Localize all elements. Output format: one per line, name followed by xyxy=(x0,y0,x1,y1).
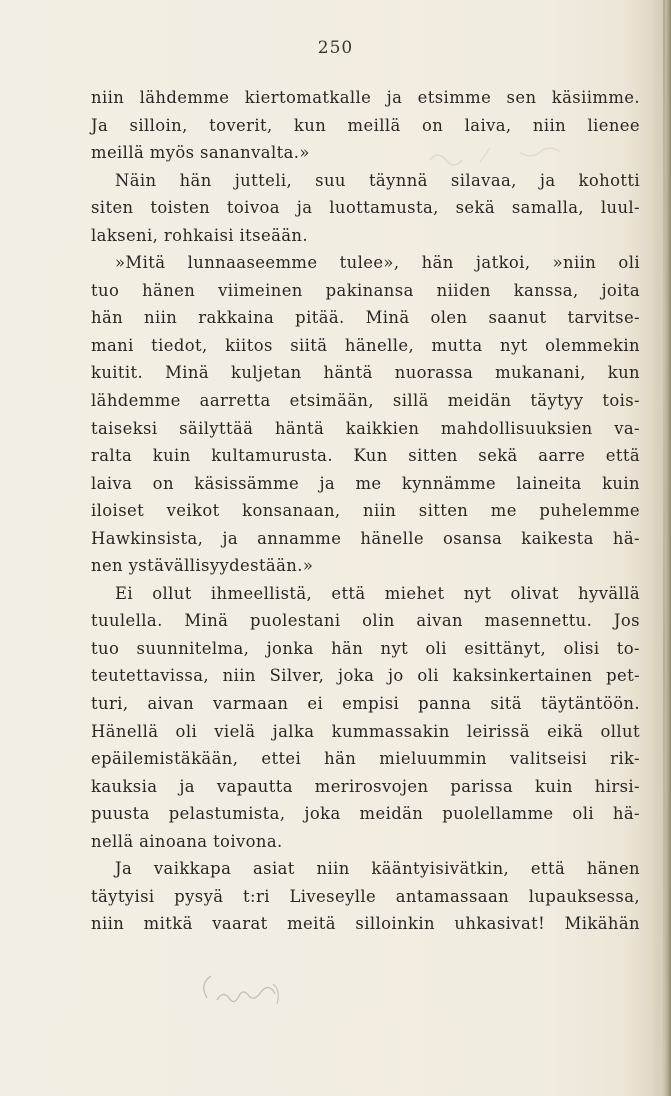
text-line: taiseksi säilyttää häntä kaikkien mahdollisuuksien va- xyxy=(91,418,640,438)
text-line: siten toisten toivoa ja luottamusta, sekä samalla, luul- xyxy=(91,198,640,218)
text-line: meillä myös sananvalta.» xyxy=(91,143,310,163)
text-line: täytyisi pysyä t:ri Liveseylle antamassaan lupauksessa, xyxy=(91,886,640,906)
page-edge-line xyxy=(663,0,665,1096)
text-line: nen ystävällisyydestään.» xyxy=(91,556,314,576)
text-line: Ja silloin, toverit, kun meillä on laiva, niin lienee xyxy=(91,115,640,135)
text-line: Ja vaikkapa asiat niin kääntyisivätkin, että hänen xyxy=(115,859,640,879)
text-line: kuitit. Minä kuljetan häntä nuorassa mukanani, kun xyxy=(91,363,640,383)
text-line: iloiset veikot konsanaan, niin sitten me puhelemme xyxy=(91,501,640,521)
text-line: mani tiedot, kiitos siitä hänelle, mutta nyt olemmekin xyxy=(91,335,640,355)
text-line: lakseni, rohkaisi itseään. xyxy=(91,225,308,245)
text-line: ralta kuin kultamurusta. Kun sitten sekä aarre että xyxy=(91,446,640,466)
body-text xyxy=(91,84,640,938)
page-number: 250 xyxy=(317,38,354,58)
text-line: Ei ollut ihmeellistä, että miehet nyt olivat hyvällä xyxy=(115,583,640,603)
text-line: teutettavissa, niin Silver, joka jo oli kaksinkertainen pet- xyxy=(91,666,640,686)
text-line: laiva on käsissämme ja me kynnämme laineita kuin xyxy=(91,473,640,493)
text-line: kauksia ja vapautta merirosvojen parissa kuin hirsi- xyxy=(91,776,640,796)
text-line: nellä ainoana toivona. xyxy=(91,831,283,851)
text-line: niin mitkä vaarat meitä silloinkin uhkasivat! Mikähän xyxy=(91,914,640,934)
text-line: tuo suunnitelma, jonka hän nyt oli esittänyt, olisi to- xyxy=(91,638,640,658)
text-line: Hawkinsista, ja annamme hänelle osansa kaikesta hä- xyxy=(91,528,640,548)
text-line: turi, aivan varmaan ei empisi panna sitä täytäntöön. xyxy=(91,694,640,714)
text-line: »Mitä lunnaaseemme tulee», hän jatkoi, »niin oli xyxy=(115,253,640,273)
text-line: niin lähdemme kiertomatkalle ja etsimme sen käsiimme. xyxy=(91,88,640,107)
text-line: Hänellä oli vielä jalka kummassakin leirissä eikä ollut xyxy=(91,721,640,741)
text-line: Näin hän jutteli, suu täynnä silavaa, ja kohotti xyxy=(115,170,640,190)
text-line: puusta pelastumista, joka meidän puolellamme oli hä- xyxy=(91,804,640,824)
text-line: lähdemme aarretta etsimään, sillä meidän täytyy tois- xyxy=(91,391,640,411)
pencil-scribble xyxy=(195,960,305,1020)
text-line: epäilemistäkään, ettei hän mieluummin valitseisi rik- xyxy=(91,749,640,769)
text-line: tuulella. Minä puolestani olin aivan masennettu. Jos xyxy=(91,611,640,631)
page-edge-shadow xyxy=(653,0,671,1096)
text-line: hän niin rakkaina pitää. Minä olen saanut tarvitse- xyxy=(91,308,640,328)
text-line: tuo hänen viimeinen pakinansa niiden kanssa, joita xyxy=(91,280,640,300)
